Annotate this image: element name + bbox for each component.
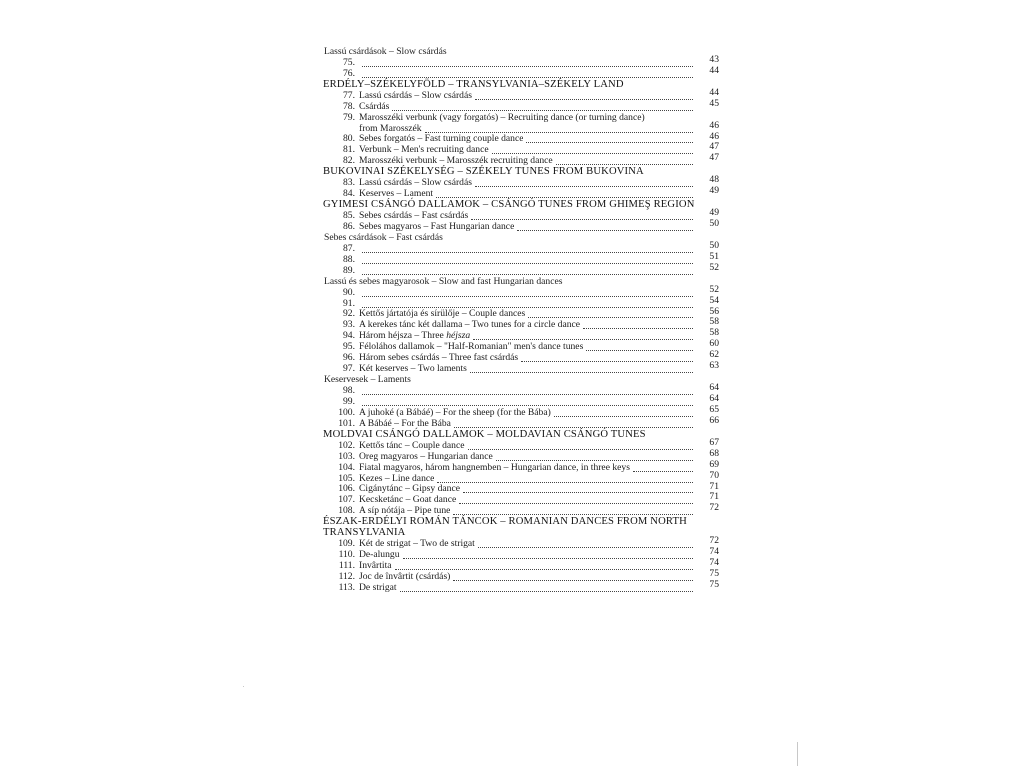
entry-title: from Marosszék <box>359 123 422 134</box>
entry-title-wrap <box>359 134 523 145</box>
dot-leader <box>475 186 693 187</box>
toc-entry <box>323 130 719 146</box>
page-number: 45 <box>709 97 719 109</box>
entry-number: 85. <box>343 210 355 222</box>
entry-number: 80. <box>343 133 355 145</box>
entry-number: 100. <box>338 406 355 418</box>
entry-number: 107. <box>338 494 355 506</box>
entry-title-wrap <box>359 550 400 561</box>
entry-title-wrap <box>359 474 434 485</box>
entry-number: 88. <box>343 253 355 265</box>
page-number: 46 <box>709 119 719 131</box>
dot-leader <box>528 317 693 318</box>
dot-leader <box>362 274 693 275</box>
entry-title: Verbunk – Men's recruiting dance <box>359 145 489 156</box>
entry-title: Lassú csárdás – Slow csárdás <box>359 178 472 189</box>
toc-entry <box>323 338 719 353</box>
entry-number: 89. <box>343 264 355 276</box>
dot-leader <box>496 460 693 461</box>
entry-title-italic: héjsza <box>446 331 471 342</box>
toc-entry <box>323 305 719 321</box>
entry-title-wrap <box>359 463 630 474</box>
entry-title: Lassú csárdás – Slow csárdás <box>359 90 472 101</box>
entry-number: 112. <box>338 570 355 582</box>
entry-title: Marosszéki verbunk (vagy forgatós) – Recruiting dance (or turning dance) <box>359 112 645 123</box>
page-number: 51 <box>709 250 719 262</box>
dot-leader <box>362 296 693 297</box>
section-heading: BUKOVINAI SZÉKELYSÉG – SZÉKELY TUNES FROM BUKOVINA <box>323 166 644 178</box>
entry-title-wrap <box>359 484 460 495</box>
page-number: 48 <box>709 174 719 186</box>
dot-leader <box>517 230 693 231</box>
page-number: 47 <box>709 141 719 153</box>
toc-entry <box>323 294 719 310</box>
dot-leader <box>362 263 693 264</box>
page-number: 58 <box>709 316 719 328</box>
entry-title-wrap <box>359 583 397 594</box>
entry-title: Két de strigat – Two de strigat <box>359 539 475 550</box>
section-heading: ERDÉLY–SZÉKELYFÖLD – TRANSYLVANIA–SZÉKELY LAND <box>323 78 624 90</box>
dot-leader <box>470 372 693 373</box>
entry-title-wrap <box>359 331 470 342</box>
page-number: 52 <box>709 261 719 273</box>
dot-leader <box>362 394 693 395</box>
dot-leader <box>362 405 693 406</box>
dot-leader <box>362 66 693 67</box>
entry-number: 94. <box>343 330 355 342</box>
dot-leader <box>392 110 693 111</box>
entry-title-wrap <box>359 102 389 113</box>
dot-leader <box>583 328 693 329</box>
entry-title: Féloláhos dallamok – "Half-Romanian" men's dance tunes <box>359 342 584 353</box>
entry-title: Cigánytánc – Gipsy dance <box>359 484 460 495</box>
page-number: 58 <box>709 327 719 339</box>
dot-leader <box>453 580 693 581</box>
page-number: 44 <box>709 86 719 98</box>
subsection-heading: Keservesek – Laments <box>324 374 411 386</box>
entry-number: 108. <box>338 505 355 517</box>
toc-entry <box>323 382 719 397</box>
entry-title-wrap <box>359 91 472 102</box>
entry-title: Öreg magyaros – Hungarian dance <box>359 451 493 462</box>
dot-leader <box>526 142 693 143</box>
entry-number: 95. <box>343 341 355 353</box>
entry-title: Három héjsza – Three <box>359 331 447 342</box>
dot-leader <box>554 416 693 417</box>
section-heading: GYIMESI CSÁNGÓ DALLAMOK – CSÁNGÓ TUNES FROM GHIMEŞ REGION <box>323 199 695 211</box>
dot-leader <box>362 307 693 308</box>
toc-entry <box>323 469 719 485</box>
section-heading: ÉSZAK-ERDÉLYI ROMÁN TÁNCOK – ROMANIAN DANCES FROM NORTH <box>323 516 687 528</box>
toc-entry <box>323 557 719 572</box>
entry-title: Marosszéki verbunk – Marosszék recruiting dance <box>359 156 553 167</box>
dot-leader <box>468 449 694 450</box>
entry-number: 82. <box>343 155 355 167</box>
entry-number: 90. <box>343 286 355 298</box>
dot-leader <box>436 197 693 198</box>
entry-title: Kezes – Line dance <box>359 473 435 484</box>
entry-number: 98. <box>343 385 355 397</box>
toc-entry <box>323 546 719 561</box>
entry-number: 81. <box>343 144 355 156</box>
entry-number: 103. <box>338 450 355 462</box>
toc-entry <box>323 316 719 331</box>
page-number: 72 <box>709 502 719 514</box>
page-number: 75 <box>709 568 719 579</box>
dot-leader <box>400 591 693 592</box>
toc-entry <box>323 491 719 506</box>
toc-entry <box>323 53 719 69</box>
entry-title-wrap <box>359 178 472 189</box>
toc-entry <box>323 349 719 364</box>
entry-title-wrap <box>359 561 392 572</box>
entry-number: 102. <box>338 439 355 451</box>
entry-number: 111. <box>338 560 355 572</box>
entry-number: 97. <box>343 363 355 375</box>
entry-title-wrap <box>359 452 493 463</box>
page-number: 56 <box>709 305 719 317</box>
entry-number: 76. <box>343 67 355 79</box>
entry-number: 109. <box>338 538 355 550</box>
entry-title: Kecsketánc – Goat dance <box>359 495 457 506</box>
entry-number: 113. <box>338 581 355 593</box>
toc-entry <box>323 403 719 419</box>
page-number: 65 <box>709 403 719 415</box>
dot-leader <box>475 99 693 100</box>
dot-leader <box>463 492 693 493</box>
toc-entry <box>323 480 719 496</box>
page-number: 64 <box>709 393 719 404</box>
entry-number: 93. <box>343 319 355 331</box>
page-number: 50 <box>709 218 719 229</box>
entry-title: Sebes forgatós – Fast turning couple dance <box>359 134 524 145</box>
entry-title: Învârtita <box>359 561 392 572</box>
entry-title-wrap <box>359 211 468 222</box>
entry-number: 79. <box>343 111 355 123</box>
dot-leader <box>521 361 693 362</box>
entry-number: 78. <box>343 100 355 112</box>
entry-title: Két keserves – Two laments <box>359 364 467 375</box>
dot-leader <box>471 219 693 220</box>
entry-number: 104. <box>338 461 355 473</box>
dot-leader <box>459 503 693 504</box>
entry-title: Kettős tánc – Couple dance <box>359 440 465 451</box>
toc-entry <box>323 207 719 222</box>
entry-number: 92. <box>343 308 355 320</box>
page-number: 43 <box>709 53 719 65</box>
page-number: 64 <box>709 382 719 394</box>
entry-number: 83. <box>343 177 355 189</box>
toc-entry <box>323 447 719 463</box>
page-number: 66 <box>709 414 719 426</box>
entry-title-wrap <box>359 495 456 506</box>
entry-title: Fiatal magyaros, három hangnemben – Hungarian dance, in three keys <box>359 462 630 473</box>
entry-number: 77. <box>343 89 355 101</box>
subsection-heading: Lassú csárdások – Slow csárdás <box>324 46 447 57</box>
page-number: 67 <box>709 436 719 448</box>
dot-leader <box>362 77 693 78</box>
entry-number: 86. <box>343 220 355 232</box>
page-number: 62 <box>709 349 719 361</box>
entry-title: Csárdás <box>359 101 390 112</box>
page-number: 74 <box>709 546 719 558</box>
entry-title-wrap <box>359 342 583 353</box>
table-of-contents <box>323 47 719 594</box>
toc-entry <box>323 174 719 189</box>
page-number: 71 <box>709 480 719 492</box>
entry-title-wrap <box>359 353 518 364</box>
entry-title: De-alungu <box>359 550 400 561</box>
entry-title-wrap <box>359 124 422 135</box>
dot-leader <box>403 558 694 559</box>
dot-leader <box>395 569 694 570</box>
toc-entry <box>323 250 719 266</box>
dot-leader <box>473 339 693 340</box>
entry-title: Három sebes csárdás – Three fast csárdás <box>359 353 519 364</box>
entry-number: 99. <box>343 395 355 407</box>
entry-number: 84. <box>343 188 355 200</box>
entry-title: A Bábáé – For the Bába <box>359 418 451 429</box>
entry-title-wrap <box>359 441 465 452</box>
entry-title: Sebes csárdás – Fast csárdás <box>359 211 469 222</box>
entry-number: 101. <box>338 417 355 429</box>
entry-number: 110. <box>338 549 355 561</box>
toc-entry <box>323 578 719 594</box>
dot-leader <box>478 547 693 548</box>
dot-leader <box>454 427 693 428</box>
page-number: 60 <box>709 338 719 350</box>
page-number: 54 <box>709 294 719 306</box>
page-number: 71 <box>709 491 719 503</box>
entry-number: 106. <box>338 483 355 495</box>
toc-entry <box>323 141 719 156</box>
page-number: 70 <box>709 469 719 481</box>
page-number: 69 <box>709 458 719 470</box>
toc-entry <box>323 97 719 113</box>
page-number: 74 <box>709 557 719 569</box>
entry-title: A kerekes tánc két dallama – Two tunes for a circle dance <box>359 320 581 331</box>
scan-speck <box>243 686 244 687</box>
dot-leader <box>362 252 693 253</box>
entry-title-wrap <box>359 572 450 583</box>
toc-entry <box>323 568 719 583</box>
page-number: 63 <box>709 360 719 372</box>
entry-number: 75. <box>343 56 355 68</box>
entry-number: 91. <box>343 297 355 309</box>
page-number: 50 <box>709 239 719 251</box>
toc-entry <box>323 393 719 408</box>
entry-title-wrap <box>359 113 645 124</box>
toc-entry-continuation <box>323 119 719 135</box>
dot-leader <box>437 482 693 483</box>
toc-entry <box>323 436 719 452</box>
entry-title-wrap <box>359 309 525 320</box>
dot-leader <box>425 132 693 133</box>
toc-entry <box>323 239 719 255</box>
entry-title: A síp nótája – Pipe tune <box>359 506 451 517</box>
page-number: 44 <box>709 64 719 76</box>
entry-title: Kettős jártatója és sírülője – Couple dances <box>359 309 526 320</box>
entry-title-wrap <box>359 145 489 156</box>
entry-number: 96. <box>343 352 355 364</box>
dot-leader <box>633 471 693 472</box>
subsection-heading: Sebes csárdások – Fast csárdás <box>324 231 443 243</box>
page-number: 49 <box>709 207 719 219</box>
entry-title: A juhoké (a Bábáé) – For the sheep (for the Bába) <box>359 407 551 418</box>
entry-title: Keserves – Lament <box>359 189 434 200</box>
page-number: 47 <box>709 152 719 164</box>
toc-entry <box>323 283 719 299</box>
entry-number: 105. <box>338 472 355 484</box>
page-number: 68 <box>709 447 719 459</box>
dot-leader <box>586 350 693 351</box>
entry-title: De strigat <box>359 582 397 593</box>
entry-title: Joc de învârtit (csárdás) <box>359 571 451 582</box>
dot-leader <box>492 153 693 154</box>
entry-number: 87. <box>343 242 355 254</box>
toc-entry <box>323 535 719 550</box>
toc-entry <box>323 458 719 474</box>
page-number: 75 <box>709 578 719 590</box>
page-number: 72 <box>709 535 719 547</box>
toc-entry <box>323 86 719 102</box>
subsection-heading: Lassú és sebes magyarosok – Slow and fast Hungarian dances <box>324 275 563 287</box>
scan-edge-line <box>797 742 798 766</box>
entry-title-wrap <box>359 539 475 550</box>
toc-entry <box>323 113 719 124</box>
entry-title: Sebes magyaros – Fast Hungarian dance <box>359 221 515 232</box>
section-heading: TRANSYLVANIA <box>323 527 406 539</box>
toc-entry <box>323 327 719 342</box>
section-heading: MOLDVAI CSÁNGÓ DALLAMOK – MOLDAVIAN CSÁNGÓ TUNES <box>323 428 646 440</box>
entry-title-wrap <box>359 320 580 331</box>
page-number: 49 <box>709 185 719 197</box>
page-number: 46 <box>709 130 719 142</box>
entry-title-wrap <box>359 408 551 419</box>
page-number: 52 <box>709 283 719 295</box>
